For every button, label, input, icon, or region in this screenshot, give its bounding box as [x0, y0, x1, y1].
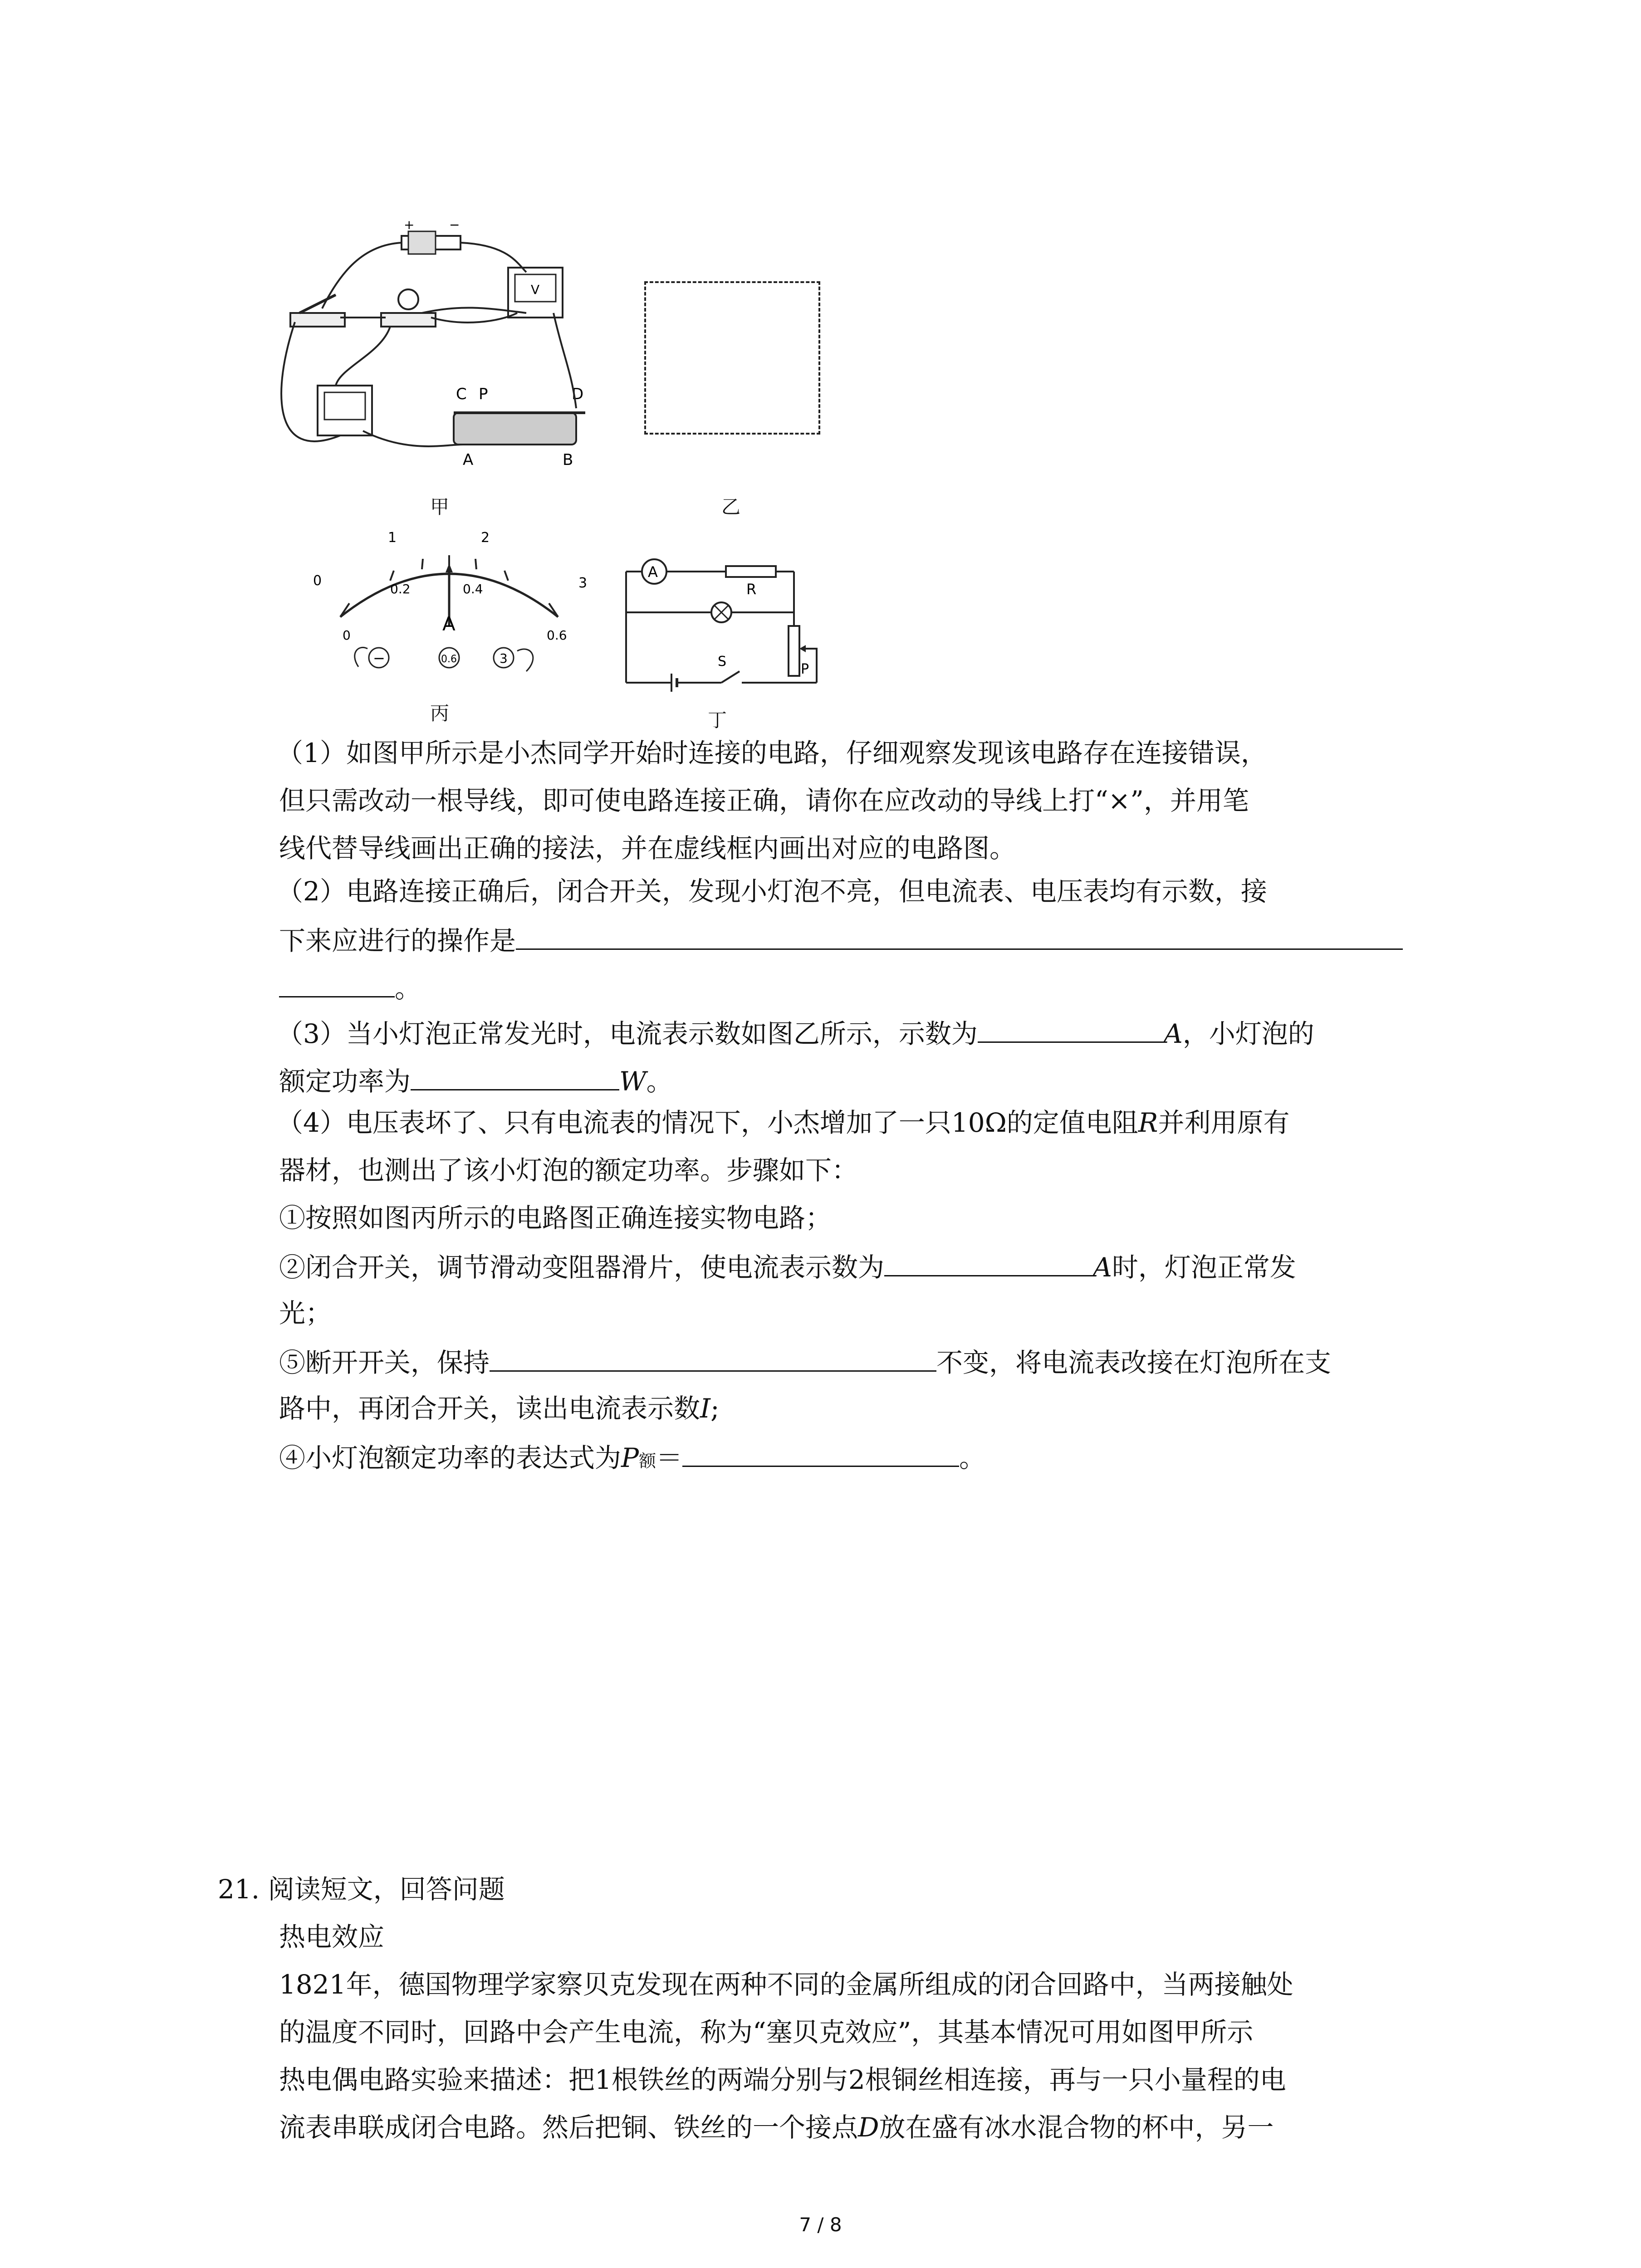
q20-p4-step1: ①按照如图丙所示的电路图正确连接实物电路；: [279, 1202, 832, 1233]
dial-unit: A: [442, 613, 456, 635]
q21-l4: 流表串联成闭合电路。然后把铜、铁丝的一个接点D放在盛有冰水混合物的杯中，另一: [279, 2112, 1274, 2143]
dial-top-1: 1: [388, 530, 397, 546]
q20-p2-l1: （2）电路连接正确后，闭合开关，发现小灯泡不亮，但电流表、电压表均有示数，接: [277, 876, 1267, 907]
page-number: 7 / 8: [799, 2214, 842, 2236]
figure-ding-circuit-diagram: [617, 544, 853, 703]
q20-p4-l1: （4）电压表坏了、只有电流表的情况下，小杰增加了一只10Ω的定值电阻R并利用原有: [277, 1107, 1290, 1138]
dial-terminal-06: 0.6: [441, 654, 457, 665]
q21-header: [218, 1873, 505, 1905]
q20-p4-l2: 器材，也测出了该小灯泡的额定功率。步骤如下：: [279, 1155, 858, 1186]
figure-yi-dashed-box: [644, 281, 820, 435]
rheostat-p-label: P: [479, 385, 488, 403]
q21-l1: 1821年，德国物理学家察贝克发现在两种不同的金属所组成的闭合回路中，当两接触处: [279, 1969, 1293, 2000]
dial-top-0: 0: [313, 573, 322, 589]
rheostat-d-label: D: [572, 385, 584, 403]
q20-p4-step3-cont: 路中，再闭合开关，读出电流表示数I;: [279, 1393, 720, 1424]
q21-subtitle: 热电效应: [279, 1921, 385, 1952]
q20-p3-power-blank[interactable]: [411, 1064, 619, 1090]
dial-terminal-3: 3: [500, 651, 508, 666]
battery-plus-label: +: [404, 218, 415, 232]
q20-p4-step4: ④小灯泡额定功率的表达式为P额＝ 。: [279, 1440, 985, 1477]
q21-number: 21.: [218, 1874, 260, 1905]
q20-p4-step3: ⑤断开开关，保持 不变，将电流表改接在灯泡所在支: [279, 1345, 1331, 1378]
q20-p1-l2: 但只需改动一根导线，即可使电路连接正确，请你在应改动的导线上打“×”，并用笔: [279, 785, 1249, 816]
q21-l3: 热电偶电路实验来描述：把1根铁丝的两端分别与2根铜丝相连接，再与一只小量程的电: [279, 2064, 1286, 2095]
ding-slider-label: P: [801, 661, 809, 677]
figure-bing-caption: 丙: [430, 702, 450, 724]
q20-p3-l2: 额定功率为 W。: [279, 1064, 673, 1097]
q20-p3-current-blank[interactable]: [978, 1016, 1164, 1043]
ding-resistor-label: R: [746, 581, 757, 598]
rheostat-a-label: A: [463, 451, 474, 469]
ding-ammeter-label: A: [648, 563, 658, 581]
dial-bottom-2: 0.4: [463, 582, 483, 596]
figure-ding-caption: 丁: [708, 709, 727, 731]
dial-bottom-1: 0.2: [390, 582, 411, 596]
figure-yi-caption: 乙: [721, 496, 741, 518]
voltmeter-label: V: [531, 282, 540, 297]
ding-switch-label: S: [718, 654, 727, 670]
q21-l2: 的温度不同时，回路中会产生电流，称为“塞贝克效应”，其基本情况可用如图甲所示: [279, 2017, 1254, 2048]
dial-terminal-minus: −: [373, 650, 385, 667]
q20-p1-l1: （1）如图甲所示是小杰同学开始时连接的电路，仔细观察发现该电路存在连接错误，: [277, 738, 1267, 768]
figure-jia-circuit: [272, 218, 617, 481]
dial-bottom-3: 0.6: [547, 628, 567, 643]
q20-p2-l2: 下来应进行的操作是: [279, 923, 1403, 957]
dial-bottom-0: 0: [343, 628, 351, 643]
q20-p4-step2-blank[interactable]: [884, 1250, 1093, 1276]
q20-p4-step2-cont: 光；: [279, 1298, 332, 1329]
q20-p4-step2: ②闭合开关，调节滑动变阻器滑片，使电流表示数为 A时，灯泡正常发: [279, 1250, 1296, 1283]
q20-p4-step3-blank[interactable]: [490, 1345, 936, 1372]
q21-title: 阅读短文，回答问题: [268, 1874, 505, 1905]
q20-p2-answer-blank-b[interactable]: [279, 971, 395, 997]
figure-bing-ammeter-dial: [299, 522, 599, 694]
q20-p3-l1: （3）当小灯泡正常发光时，电流表示数如图乙所示，示数为 A，小灯泡的: [277, 1016, 1314, 1050]
q20-p2-l3: 。: [279, 971, 421, 1004]
rheostat-b-label: B: [563, 451, 573, 469]
rheostat-c-label: C: [456, 385, 467, 403]
dial-top-3: 3: [578, 575, 588, 591]
q20-p2-answer-blank-a[interactable]: [516, 923, 1403, 950]
q20-p1-l3: 线代替导线画出正确的接法，并在虚线框内画出对应的电路图。: [279, 833, 1016, 864]
figure-jia-caption: 甲: [430, 496, 450, 518]
dial-top-2: 2: [481, 530, 490, 546]
battery-minus-label: −: [449, 218, 460, 232]
q20-p4-step4-blank[interactable]: [682, 1440, 959, 1467]
